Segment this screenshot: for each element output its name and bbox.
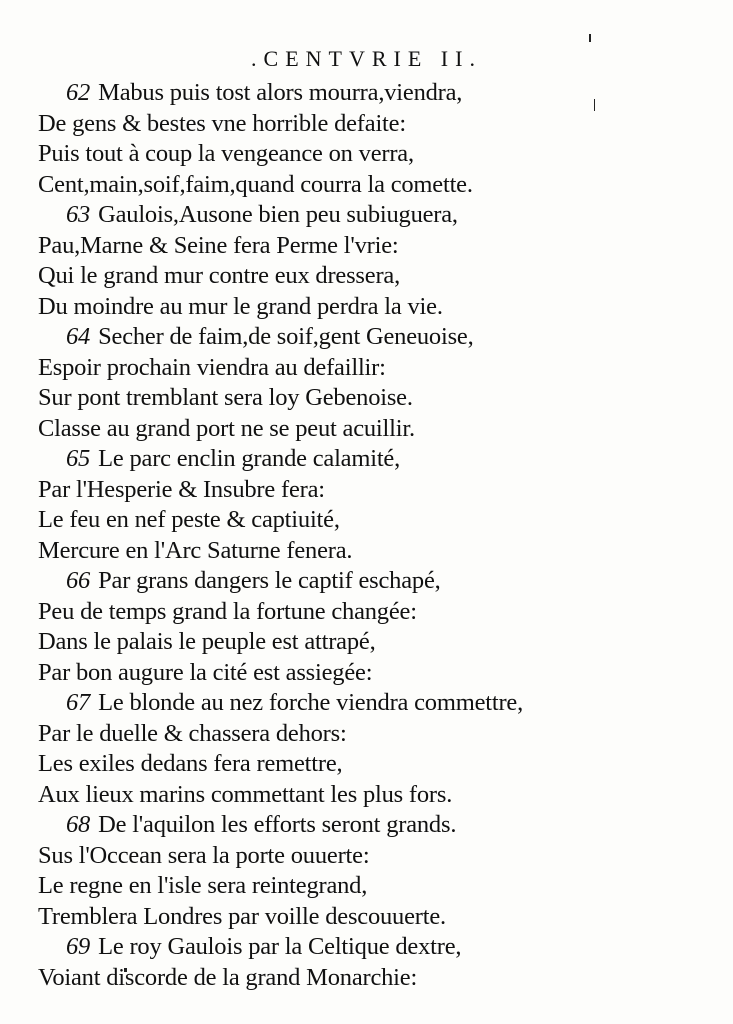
verse-line: [38, 170, 718, 201]
verse-line: [38, 139, 718, 170]
verse-line: [38, 383, 718, 414]
verse-text: Cent,main,soif,faim,quand courra la comette.: [38, 170, 473, 198]
verse-text: De gens & bestes vne horrible defaite:: [38, 109, 406, 137]
quatrain-number: 68: [66, 811, 91, 838]
verse-text: Dans le palais le peuple est attrapé,: [38, 628, 376, 655]
verse-line: [38, 749, 718, 780]
verse-line: [38, 597, 718, 628]
quatrain-number: 64: [66, 323, 91, 350]
verse-line: [38, 902, 718, 933]
verse-text: Par grans dangers le captif eschapé,: [98, 567, 441, 594]
verse-text: Par bon augure la cité est assiegée:: [38, 658, 373, 686]
verse-text: Sur pont tremblant sera loy Gebenoise.: [38, 384, 413, 411]
verse-line: [38, 963, 718, 994]
verse-text: Par l'Hesperie & Insubre fera:: [38, 475, 325, 503]
verse-line: [38, 658, 718, 689]
verse-line: [38, 505, 718, 536]
quatrain-first-line: [38, 200, 718, 231]
verse-text: Mabus puis tost alors mourra,viendra,: [98, 79, 463, 106]
verse-line: [38, 414, 718, 445]
verse-line: [38, 719, 718, 750]
quatrain-number: 66: [66, 567, 91, 594]
verse-text: Les exiles dedans fera remettre,: [38, 750, 343, 777]
quatrain-first-line: [38, 322, 718, 353]
quatrain-number: 63: [66, 201, 91, 228]
verse-line: [38, 475, 718, 506]
verse-line: [38, 353, 718, 384]
quatrain-number: 69: [66, 933, 91, 960]
verse-text: Par le duelle & chassera dehors:: [38, 719, 347, 747]
verse-text: Mercure en l'Arc Saturne fenera.: [38, 536, 353, 564]
quatrain-number: 62: [66, 79, 91, 106]
verse-line: [38, 536, 718, 567]
verse-line: [38, 231, 718, 262]
quatrain-first-line: [38, 688, 718, 719]
verse-block: [38, 78, 718, 993]
verse-line: [38, 292, 718, 323]
verse-text: Espoir prochain viendra au defaillir:: [38, 353, 386, 381]
verse-text: Aux lieux marins commettant les plus fors.: [38, 780, 453, 808]
verse-text: Gaulois,Ausone bien peu subiuguera,: [98, 201, 458, 228]
verse-line: [38, 780, 718, 811]
quatrain-first-line: [38, 932, 718, 963]
verse-text: Secher de faim,de soif,gent Geneuoise,: [98, 323, 474, 350]
verse-text: Sus l'Occean sera la porte ouuerte:: [38, 841, 370, 869]
verse-text: Puis tout à coup la vengeance on verra,: [38, 140, 414, 167]
verse-text: Le parc enclin grande calamité,: [98, 445, 401, 472]
verse-line: [38, 871, 718, 902]
running-header: .CENTVRIE II.: [251, 46, 482, 71]
verse-text: Le blonde au nez forche viendra commettre,: [98, 689, 524, 716]
quatrain-first-line: [38, 810, 718, 841]
verse-line: [38, 109, 718, 140]
verse-text: Du moindre au mur le grand perdra la vie.: [38, 292, 443, 320]
verse-line: [38, 627, 718, 658]
quatrain-number: 67: [66, 689, 91, 716]
verse-line: [38, 261, 718, 292]
quatrain-first-line: [38, 566, 718, 597]
verse-text: Tremblera Londres par voille descouuerte.: [38, 902, 446, 930]
quatrain-first-line: [38, 444, 718, 475]
verse-text: De l'aquilon les efforts seront grands.: [98, 811, 457, 838]
verse-text: Pau,Marne & Seine fera Perme l'vrie:: [38, 231, 399, 259]
verse-text: Peu de temps grand la fortune changée:: [38, 597, 417, 625]
verse-text: Classe au grand port ne se peut acuillir.: [38, 414, 415, 442]
verse-text: Le roy Gaulois par la Celtique dextre,: [98, 933, 462, 960]
ink-speck: [589, 34, 591, 42]
verse-text: Le regne en l'isle sera reintegrand,: [38, 872, 368, 899]
quatrain-number: 65: [66, 445, 91, 472]
verse-text: Voiant discorde de la grand Monarchie:: [38, 963, 418, 991]
verse-text: Le feu en nef peste & captiuité,: [38, 506, 340, 533]
quatrain-first-line: [38, 78, 718, 109]
verse-text: Qui le grand mur contre eux dressera,: [38, 262, 401, 289]
verse-line: [38, 841, 718, 872]
